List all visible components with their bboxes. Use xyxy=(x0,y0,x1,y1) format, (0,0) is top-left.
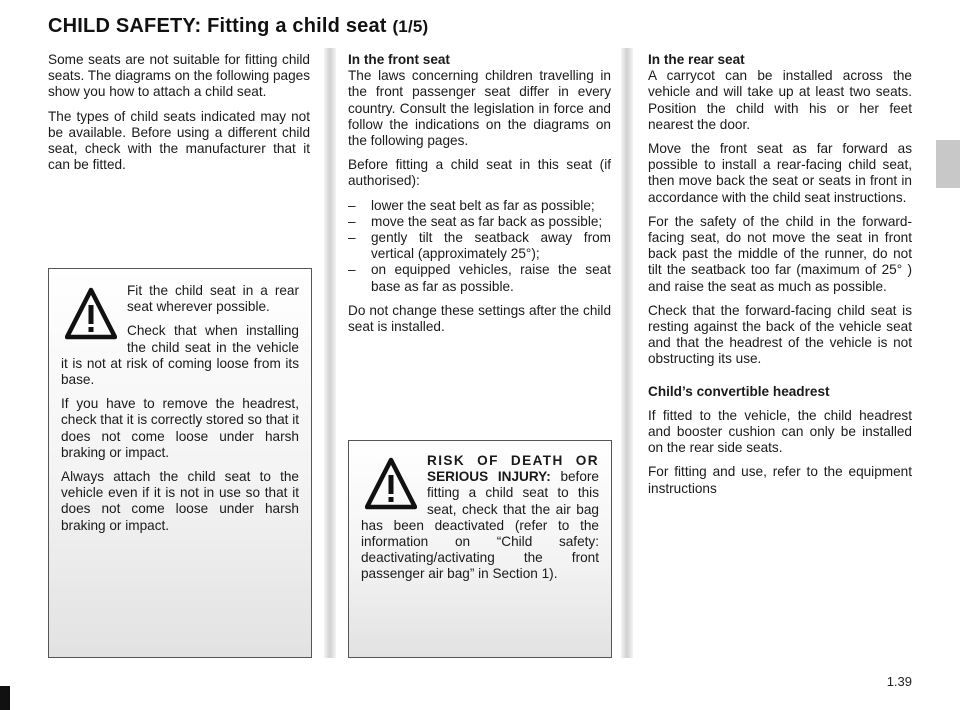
warning1-paragraph-4: Always attach the child seat to the vehicle even if it is not in use so that it does not come loose under harsh braking or impact. xyxy=(61,469,299,533)
page-title xyxy=(48,15,428,38)
column-divider-2 xyxy=(621,48,633,658)
warning1-paragraph-1: Fit the child seat in a rear seat wherever possible. xyxy=(127,283,299,315)
warning1-paragraph-3: If you have to remove the headrest, check that it is correctly stored so that it does not come loose under harsh braking or impact. xyxy=(61,396,299,460)
rear-seat-heading: In the rear seat xyxy=(648,52,745,67)
front-seat-paragraph-3: Do not change these settings after the child seat is installed. xyxy=(348,302,611,335)
crop-mark xyxy=(0,686,10,710)
warning-triangle-icon xyxy=(65,287,117,341)
warning-box-airbag xyxy=(348,440,612,658)
front-seat-heading: In the front seat xyxy=(348,52,450,67)
page-number: 1.39 xyxy=(886,674,912,689)
section-tab xyxy=(936,140,960,188)
title-main: CHILD SAFETY: Fitting a child seat xyxy=(48,15,387,37)
warning-box-rear-seat xyxy=(48,268,312,658)
list-item: – gently tilt the seatback away from vertical (approximately 25°); xyxy=(348,230,611,262)
injury-label: SERIOUS INJURY: xyxy=(427,469,551,485)
column-divider-1 xyxy=(324,48,336,658)
title-suffix: (1/5) xyxy=(392,17,429,36)
warning1-paragraph-2: Check that when installing the child seat in the vehicle it is not at risk of coming loose from its base. xyxy=(61,323,299,388)
column-intro xyxy=(48,52,310,181)
front-seat-paragraph-2: Before fitting a child seat in this seat (if authorised): xyxy=(348,157,611,189)
list-item: – lower the seat belt as far as possible; xyxy=(348,198,611,214)
headrest-paragraph-1: If fitted to the vehicle, the child headrest and booster cushion can only be installed on the rear side seats. xyxy=(648,407,912,456)
column-rear-seat xyxy=(648,52,912,505)
intro-paragraph-2: The types of child seats indicated may not be available. Before using a different child seat, check with the manufacturer that it can be fitted. xyxy=(48,108,310,173)
warning-triangle-icon xyxy=(365,457,417,511)
rear-seat-paragraph-1: A carrycot can be installed across the vehicle and will take up at least two seats. Position the child with his or her feet nearest the door. xyxy=(648,68,912,132)
column-front-seat xyxy=(348,52,611,343)
list-item: – move the seat as far back as possible; xyxy=(348,214,611,230)
list-item: – on equipped vehicles, raise the seat base as far as possible. xyxy=(348,262,611,294)
rear-seat-paragraph-2: Move the front seat as far forward as possible to install a rear-facing child seat, then move back the seat or seats in front in accordance with the child seat instructions. xyxy=(648,141,912,205)
risk-label: RISK OF DEATH OR xyxy=(427,453,599,468)
airbag-warning-body: before fitting a child seat to this seat, check that the air bag has been deactivated (refer to the information on “Child safety: deactivating/activating the front passenger air bag” in Section 1). xyxy=(361,469,599,582)
front-seat-paragraph-1: The laws concerning children travelling in the front passenger seat differ in every country. Consult the legislation in force and follow the indications on the diagrams on the following pages. xyxy=(348,68,611,149)
headrest-heading: Child’s convertible headrest xyxy=(648,383,830,399)
rear-seat-paragraph-3: For the safety of the child in the forward-facing seat, do not move the seat in front back past the middle of the runner, do not tilt the seatback too far (maximum of 25° ) and raise the seat as much as possible. xyxy=(648,213,912,294)
intro-paragraph-1: Some seats are not suitable for fitting child seats. The diagrams on the following pages show you how to attach a child seat. xyxy=(48,52,310,100)
front-seat-steps xyxy=(348,198,611,295)
rear-seat-paragraph-4: Check that the forward-facing child seat is resting against the back of the vehicle seat and that the headrest of the vehicle is not obstructing its use. xyxy=(648,302,912,367)
headrest-paragraph-2: For fitting and use, refer to the equipment instructions xyxy=(648,464,912,496)
